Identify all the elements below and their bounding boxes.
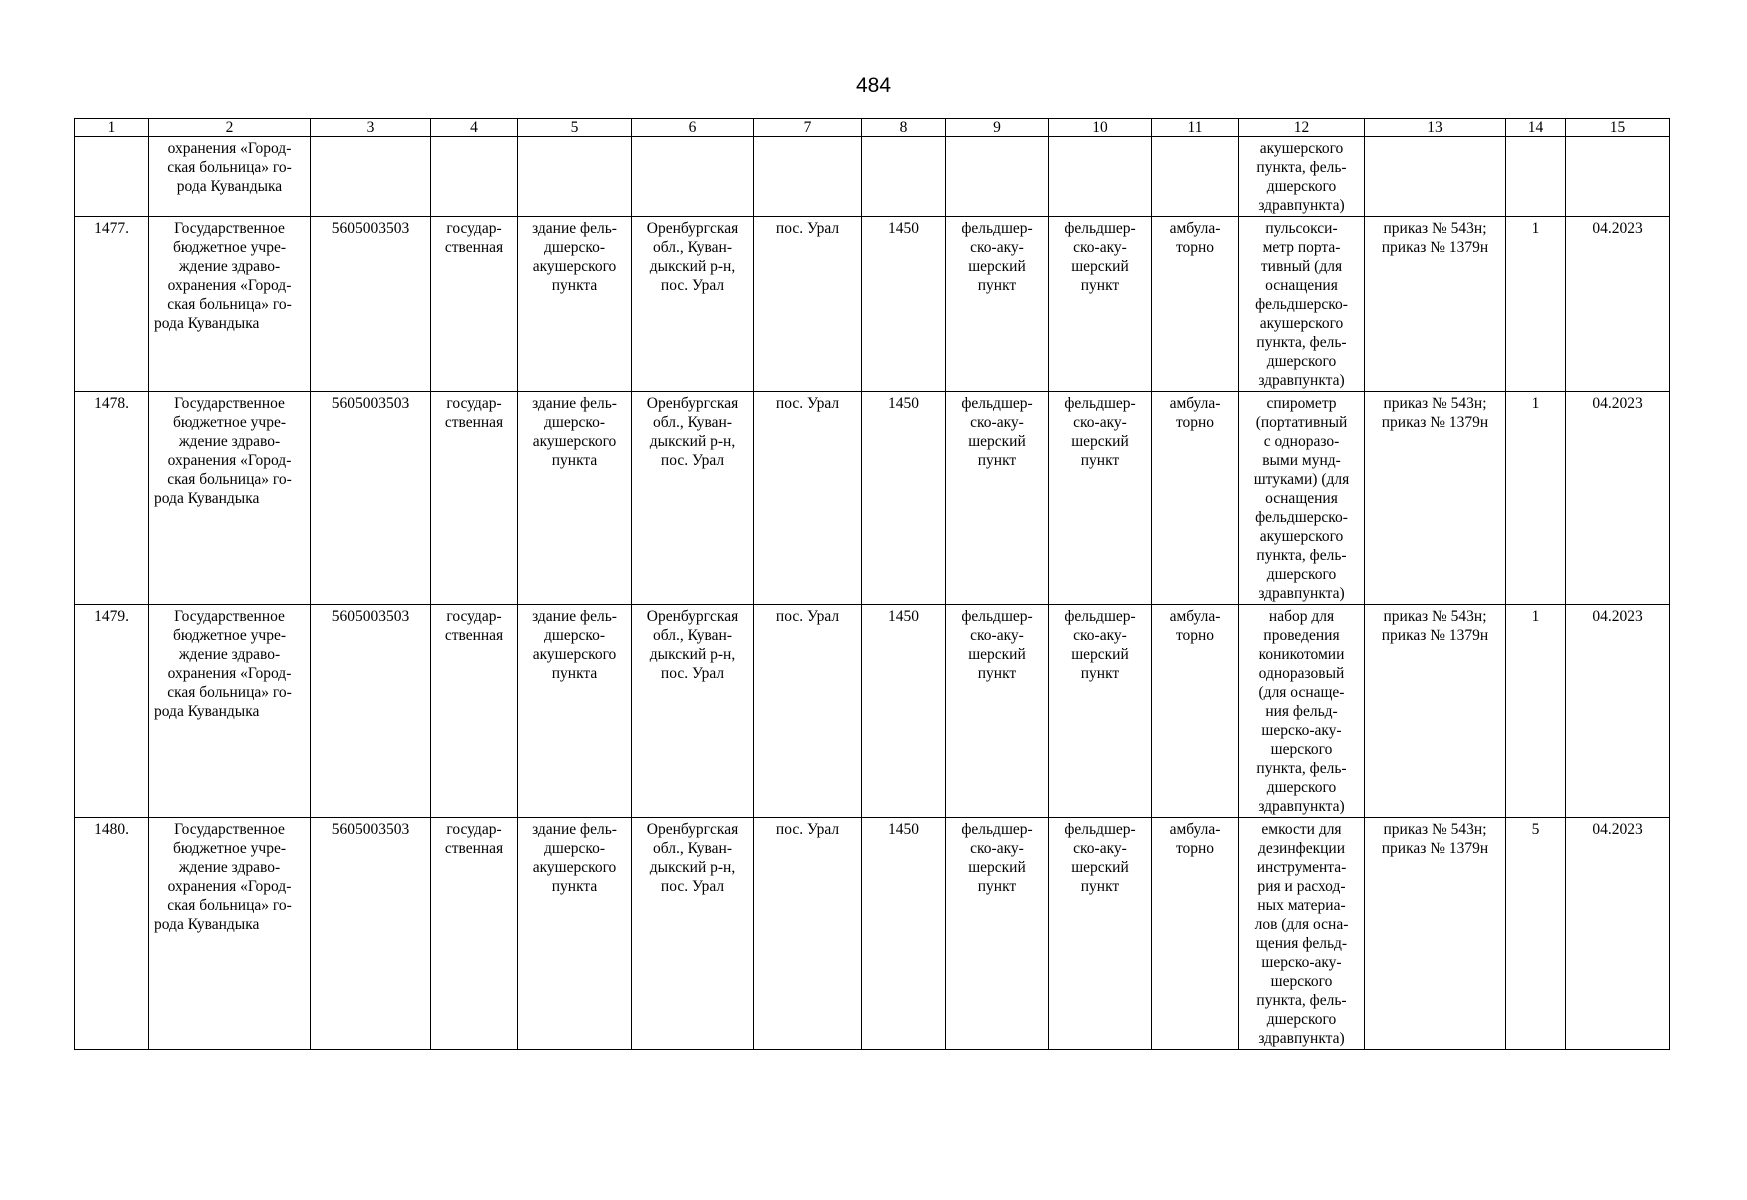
facility-type-cell: фельдшер- ско-аку- шерский пункт	[1049, 392, 1152, 605]
quantity-cell: 1	[1506, 605, 1566, 818]
ownership-cell: государ- ственная	[431, 217, 518, 392]
table-cell	[632, 137, 754, 217]
care-form-cell: амбула- торно	[1152, 392, 1239, 605]
facility-type-cell: фельдшер- ско-аку- шерский пункт	[1049, 605, 1152, 818]
care-form-cell: амбула- торно	[1152, 217, 1239, 392]
organization-cell: охранения «Город- ская больница» го- рода Кувандыка	[149, 137, 311, 217]
quantity-cell: 1	[1506, 392, 1566, 605]
header-row	[75, 119, 1670, 137]
column-number-header: 6	[632, 119, 754, 137]
building-cell: здание фель- дшерско- акушерского пункта	[518, 605, 632, 818]
continuation-row	[75, 137, 1670, 217]
orders-cell: приказ № 543н; приказ № 1379н	[1365, 605, 1506, 818]
equipment-cell: пульсокси- метр порта- тивный (для оснащения фельдшерско- акушерского пункта, фель- дшерского здравпункта)	[1239, 217, 1365, 392]
column-number-header: 1	[75, 119, 149, 137]
facility-type-cell: фельдшер- ско-аку- шерский пункт	[946, 818, 1049, 1050]
inn-cell: 5605003503	[311, 818, 431, 1050]
table-row	[75, 605, 1670, 818]
equipment-cell: акушерского пункта, фель- дшерского здравпункта)	[1239, 137, 1365, 217]
quantity-cell: 1	[1506, 217, 1566, 392]
table-cell	[1506, 137, 1566, 217]
orders-cell: приказ № 543н; приказ № 1379н	[1365, 217, 1506, 392]
table-cell	[1049, 137, 1152, 217]
facility-type-cell: фельдшер- ско-аку- шерский пункт	[946, 392, 1049, 605]
column-number-header: 15	[1566, 119, 1670, 137]
column-number-header: 7	[754, 119, 862, 137]
inn-cell: 5605003503	[311, 217, 431, 392]
date-cell: 04.2023	[1566, 217, 1670, 392]
equipment-cell: емкости для дезинфекции инструмента- рия и расход- ных материа- лов (для осна- щения фельд- шерско-аку- шерского пункта, фель- дшерского здравпункта)	[1239, 818, 1365, 1050]
locality-cell: пос. Урал	[754, 818, 862, 1050]
equipment-cell: набор для проведения коникотомии одноразовый (для оснаще- ния фельд- шерско-аку- шерского пункта, фель- дшерского здравпункта)	[1239, 605, 1365, 818]
column-number-header: 11	[1152, 119, 1239, 137]
date-cell: 04.2023	[1566, 392, 1670, 605]
table-cell	[311, 137, 431, 217]
ownership-cell: государ- ственная	[431, 818, 518, 1050]
code-cell: 1450	[862, 392, 946, 605]
inn-cell: 5605003503	[311, 605, 431, 818]
orders-cell: приказ № 543н; приказ № 1379н	[1365, 392, 1506, 605]
address-cell: Оренбургская обл., Куван- дыкский р-н, пос. Урал	[632, 392, 754, 605]
address-cell: Оренбургская обл., Куван- дыкский р-н, пос. Урал	[632, 605, 754, 818]
address-cell: Оренбургская обл., Куван- дыкский р-н, пос. Урал	[632, 818, 754, 1050]
date-cell: 04.2023	[1566, 818, 1670, 1050]
table-cell	[1152, 137, 1239, 217]
facility-type-cell: фельдшер- ско-аку- шерский пункт	[1049, 217, 1152, 392]
column-number-header: 12	[1239, 119, 1365, 137]
date-cell: 04.2023	[1566, 605, 1670, 818]
table-cell	[754, 137, 862, 217]
organization-cell: Государственное бюджетное учре-ждение здраво-охранения «Город-ская больница» го-рода Кувандыка	[149, 605, 311, 818]
row-number-cell: 1480.	[75, 818, 149, 1050]
register-table	[74, 118, 1670, 1050]
building-cell: здание фель- дшерско- акушерского пункта	[518, 217, 632, 392]
locality-cell: пос. Урал	[754, 605, 862, 818]
organization-cell: Государственное бюджетное учре-ждение здраво-охранения «Город-ская больница» го-рода Кувандыка	[149, 392, 311, 605]
column-number-header: 4	[431, 119, 518, 137]
table-cell	[1566, 137, 1670, 217]
column-number-header: 9	[946, 119, 1049, 137]
column-number-header: 5	[518, 119, 632, 137]
quantity-cell: 5	[1506, 818, 1566, 1050]
table-cell	[862, 137, 946, 217]
locality-cell: пос. Урал	[754, 392, 862, 605]
code-cell: 1450	[862, 605, 946, 818]
address-cell: Оренбургская обл., Куван- дыкский р-н, пос. Урал	[632, 217, 754, 392]
table-cell	[518, 137, 632, 217]
table-cell	[431, 137, 518, 217]
column-number-header: 8	[862, 119, 946, 137]
building-cell: здание фель- дшерско- акушерского пункта	[518, 392, 632, 605]
care-form-cell: амбула- торно	[1152, 605, 1239, 818]
table-cell	[1365, 137, 1506, 217]
column-number-header: 14	[1506, 119, 1566, 137]
care-form-cell: амбула- торно	[1152, 818, 1239, 1050]
building-cell: здание фель- дшерско- акушерского пункта	[518, 818, 632, 1050]
page-number: 484	[855, 74, 892, 97]
code-cell: 1450	[862, 818, 946, 1050]
facility-type-cell: фельдшер- ско-аку- шерский пункт	[946, 605, 1049, 818]
column-number-header: 13	[1365, 119, 1506, 137]
column-number-header: 3	[311, 119, 431, 137]
row-number-cell: 1478.	[75, 392, 149, 605]
column-number-header: 10	[1049, 119, 1152, 137]
inn-cell: 5605003503	[311, 392, 431, 605]
facility-type-cell: фельдшер- ско-аку- шерский пункт	[1049, 818, 1152, 1050]
table-row	[75, 217, 1670, 392]
ownership-cell: государ- ственная	[431, 392, 518, 605]
facility-type-cell: фельдшер- ско-аку- шерский пункт	[946, 217, 1049, 392]
locality-cell: пос. Урал	[754, 217, 862, 392]
row-number-cell: 1477.	[75, 217, 149, 392]
ownership-cell: государ- ственная	[431, 605, 518, 818]
organization-cell: Государственное бюджетное учре-ждение здраво-охранения «Город-ская больница» го-рода Кувандыка	[149, 818, 311, 1050]
table-row	[75, 392, 1670, 605]
equipment-cell: спирометр (портативный с одноразо- выми мунд- штуками) (для оснащения фельдшерско- акушерского пункта, фель- дшерского здравпункта)	[1239, 392, 1365, 605]
table-cell	[75, 137, 149, 217]
row-number-cell: 1479.	[75, 605, 149, 818]
orders-cell: приказ № 543н; приказ № 1379н	[1365, 818, 1506, 1050]
organization-cell: Государственное бюджетное учре-ждение здраво-охранения «Город-ская больница» го-рода Кувандыка	[149, 217, 311, 392]
code-cell: 1450	[862, 217, 946, 392]
column-number-header: 2	[149, 119, 311, 137]
table-cell	[946, 137, 1049, 217]
table-row	[75, 818, 1670, 1050]
